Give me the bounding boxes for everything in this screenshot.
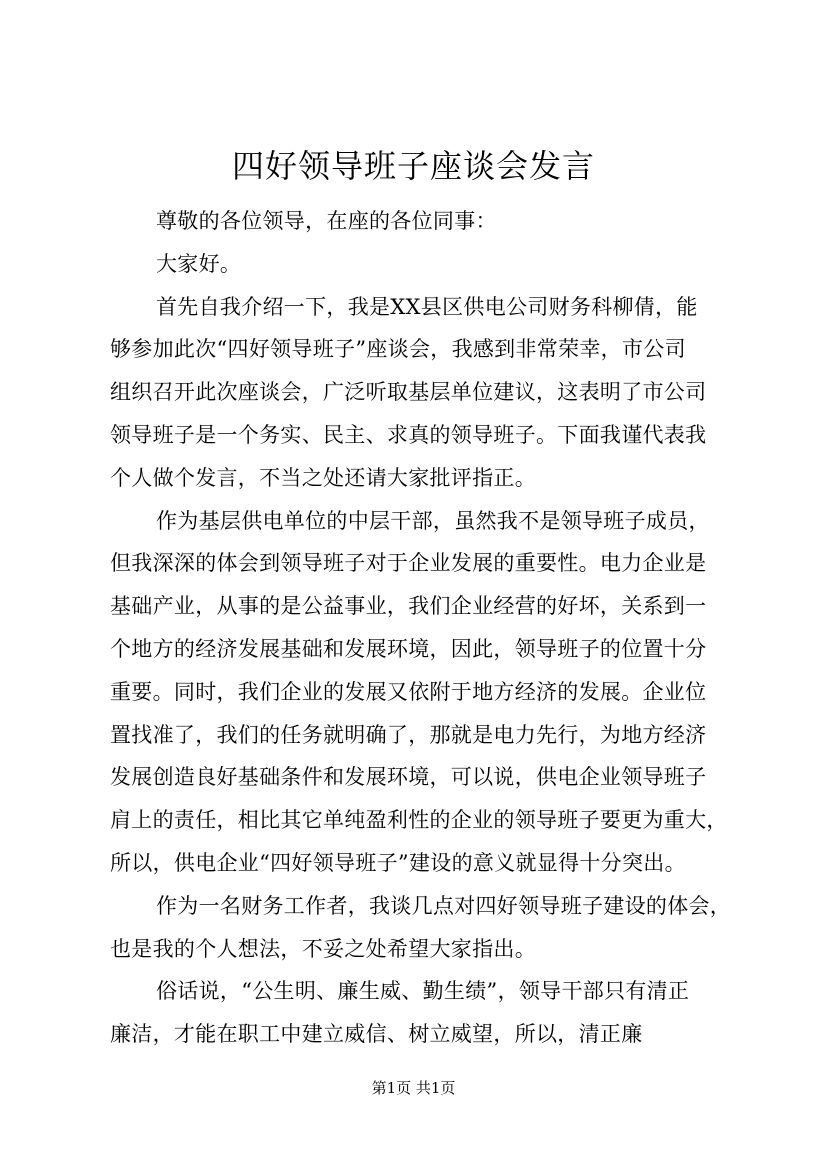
body-line: 作为一名财务工作者，我谈几点对四好领导班子建设的体会， — [156, 893, 732, 918]
body-line-hello: 大家好。 — [156, 251, 242, 276]
body-line: 个人做个发言，不当之处还请大家批评指正。 — [110, 465, 536, 490]
body-line: 组织召开此次座谈会，广泛听取基层单位建议，这表明了市公司 — [110, 380, 707, 405]
body-line: 肩上的责任，相比其它单纯盈利性的企业的领导班子要更为重大， — [110, 808, 728, 833]
body-line: 也是我的个人想法，不妥之处希望大家指出。 — [110, 936, 536, 961]
body-line: 够参加此次“四好领导班子”座谈会，我感到非常荣幸，市公司 — [110, 337, 686, 362]
document-body — [110, 200, 730, 1056]
body-line: 个地方的经济发展基础和发展环境，因此，领导班子的位置十分 — [110, 636, 707, 661]
body-line: 基础产业，从事的是公益事业，我们企业经营的好坏，关系到一 — [110, 594, 707, 619]
body-line: 俗话说，“公生明、廉生威、勤生绩”，领导干部只有清正 — [156, 979, 690, 1004]
body-line-greeting: 尊敬的各位领导，在座的各位同事： — [156, 209, 497, 233]
body-line: 置找准了，我们的任务就明确了，那就是电力先行，为地方经济 — [110, 722, 707, 747]
body-line: 所以，供电企业“四好领导班子”建设的意义就显得十分突出。 — [110, 850, 686, 875]
body-line: 领导班子是一个务实、民主、求真的领导班子。下面我谨代表我 — [110, 422, 707, 447]
body-line: 首先自我介绍一下，我是XX县区供电公司财务科柳倩，能 — [156, 294, 698, 319]
body-line: 作为基层供电单位的中层干部，虽然我不是领导班子成员， — [156, 508, 710, 533]
body-line: 但我深深的体会到领导班子对于企业发展的重要性。电力企业是 — [110, 551, 707, 576]
document-title: 四好领导班子座谈会发言 — [231, 147, 595, 185]
body-line: 发展创造良好基础条件和发展环境，可以说，供电企业领导班子 — [110, 765, 707, 790]
page-footer: 第1页 共1页 — [371, 1079, 456, 1097]
body-line: 重要。同时，我们企业的发展又依附于地方经济的发展。企业位 — [110, 679, 707, 704]
body-line: 廉洁，才能在职工中建立威信、树立威望，所以，清正廉 — [110, 1022, 643, 1047]
